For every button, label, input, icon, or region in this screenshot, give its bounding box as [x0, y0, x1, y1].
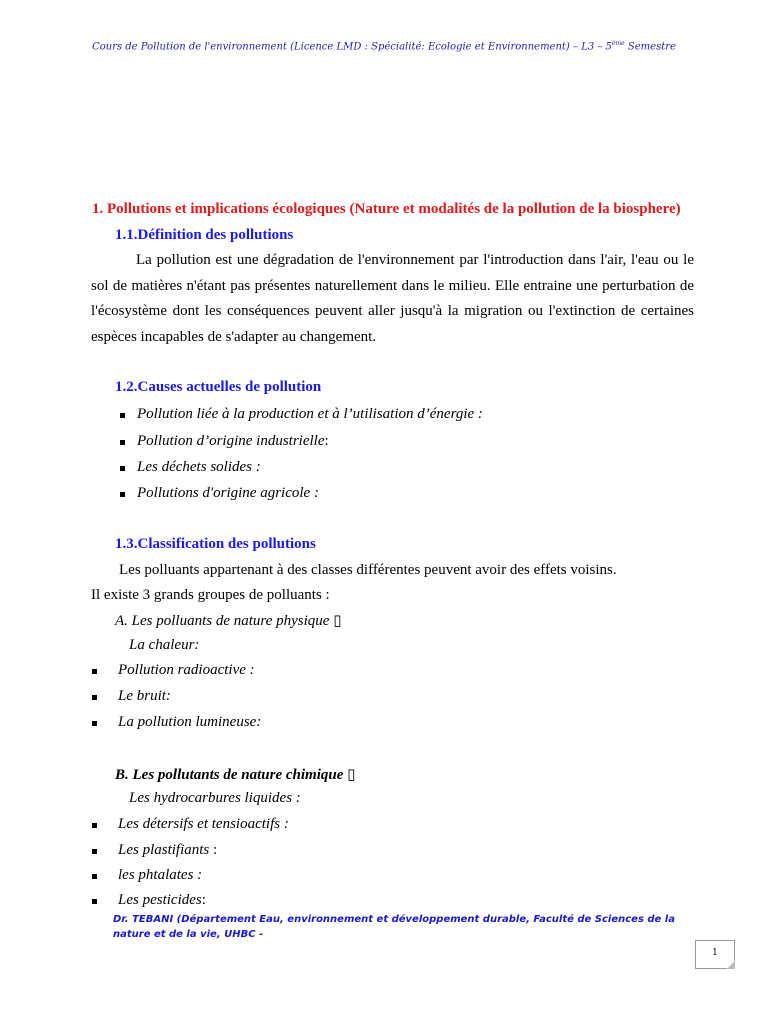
group-a-title-text: A. Les polluants de nature physique	[115, 613, 334, 629]
group-b-item-4	[118, 892, 206, 909]
bullet-icon	[92, 695, 97, 700]
causes-item-2-colon: :	[324, 433, 329, 449]
page-number-box	[695, 940, 735, 969]
section-1-3-title: 1.3.Classification des pollutions	[115, 536, 316, 552]
page-number: 1	[712, 948, 718, 958]
group-b-item-2	[118, 842, 217, 859]
group-b-item-1: Les détersifs et tensioactifs :	[118, 816, 289, 832]
causes-item-3: Les déchets solides :	[137, 459, 261, 475]
bullet-icon	[92, 669, 97, 674]
section-1-title: 1. Pollutions et implications écologiques (Nature et modalités de la pollution de la biosphere)	[92, 201, 681, 217]
group-b-lead: Les hydrocarbures liquides :	[129, 790, 301, 806]
bullet-icon	[120, 440, 125, 445]
group-a-title	[115, 611, 341, 630]
page-fold-icon	[727, 961, 735, 969]
page-header	[0, 40, 768, 52]
bullet-icon	[120, 492, 125, 497]
bullet-icon	[120, 413, 125, 418]
causes-item-2-text: Pollution d’origine industrielle	[137, 433, 325, 449]
missing-glyph-icon: ▯	[347, 767, 356, 783]
causes-item-1: Pollution liée à la production et à l’utilisation d’énergie :	[137, 406, 483, 422]
header-text: Cours de Pollution de l'environnement (Licence LMD : Spécialité: Ecologie et Environnement) – L3 – 5	[92, 41, 612, 53]
header-superscript: ème	[611, 40, 625, 47]
bullet-icon	[92, 721, 97, 726]
definition-paragraph	[91, 248, 694, 350]
section-1-2-title: 1.2.Causes actuelles de pollution	[115, 379, 322, 395]
group-b-title-text: B. Les pollutants de nature chimique	[115, 767, 348, 783]
group-b-item-4-text: Les pesticides	[118, 892, 202, 908]
classification-intro-2: Il existe 3 grands groupes de polluants :	[91, 587, 330, 603]
group-b-item-2-text: Les plastifiants	[118, 842, 210, 858]
group-b-item-3: les phtalates :	[118, 867, 203, 883]
group-a-item-3: La pollution lumineuse:	[118, 714, 262, 730]
definition-text: La pollution est une dégradation de l'environnement par l'introduction dans l'air, l'eau ou le sol de matières n'étant pas présentes naturellement dans le milieu. Elle entraine une perturbation de l'écosystème dont les conséquences peuvent aller jusqu'à la migration ou l'extinction de certaines espèces incapables de s'adapter au changement.	[91, 252, 694, 345]
bullet-icon	[120, 466, 125, 471]
bullet-icon	[92, 849, 97, 854]
group-b-title	[115, 765, 355, 784]
bullet-icon	[92, 823, 97, 828]
page-footer: Dr. TEBANI (Département Eau, environnement et développement durable, Faculté de Sciences de la nature et de la vie, UHBC -	[113, 914, 675, 940]
bullet-icon	[92, 874, 97, 879]
missing-glyph-icon: ▯	[333, 613, 342, 629]
causes-item-2	[137, 433, 329, 450]
bullet-icon	[92, 899, 97, 904]
group-a-item-2: Le bruit:	[118, 688, 171, 704]
header-text-end: Semestre	[624, 41, 676, 53]
section-1-1-title: 1.1.Définition des pollutions	[115, 227, 294, 243]
causes-item-4: Pollutions d'origine agricole :	[137, 485, 319, 501]
classification-intro-1: Les polluants appartenant à des classes différentes peuvent avoir des effets voisins.	[119, 562, 617, 578]
group-b-item-2-colon: :	[209, 842, 218, 858]
group-a-lead: La chaleur:	[129, 637, 200, 653]
group-b-item-4-colon: :	[201, 892, 206, 908]
group-a-item-1: Pollution radioactive :	[118, 662, 255, 678]
